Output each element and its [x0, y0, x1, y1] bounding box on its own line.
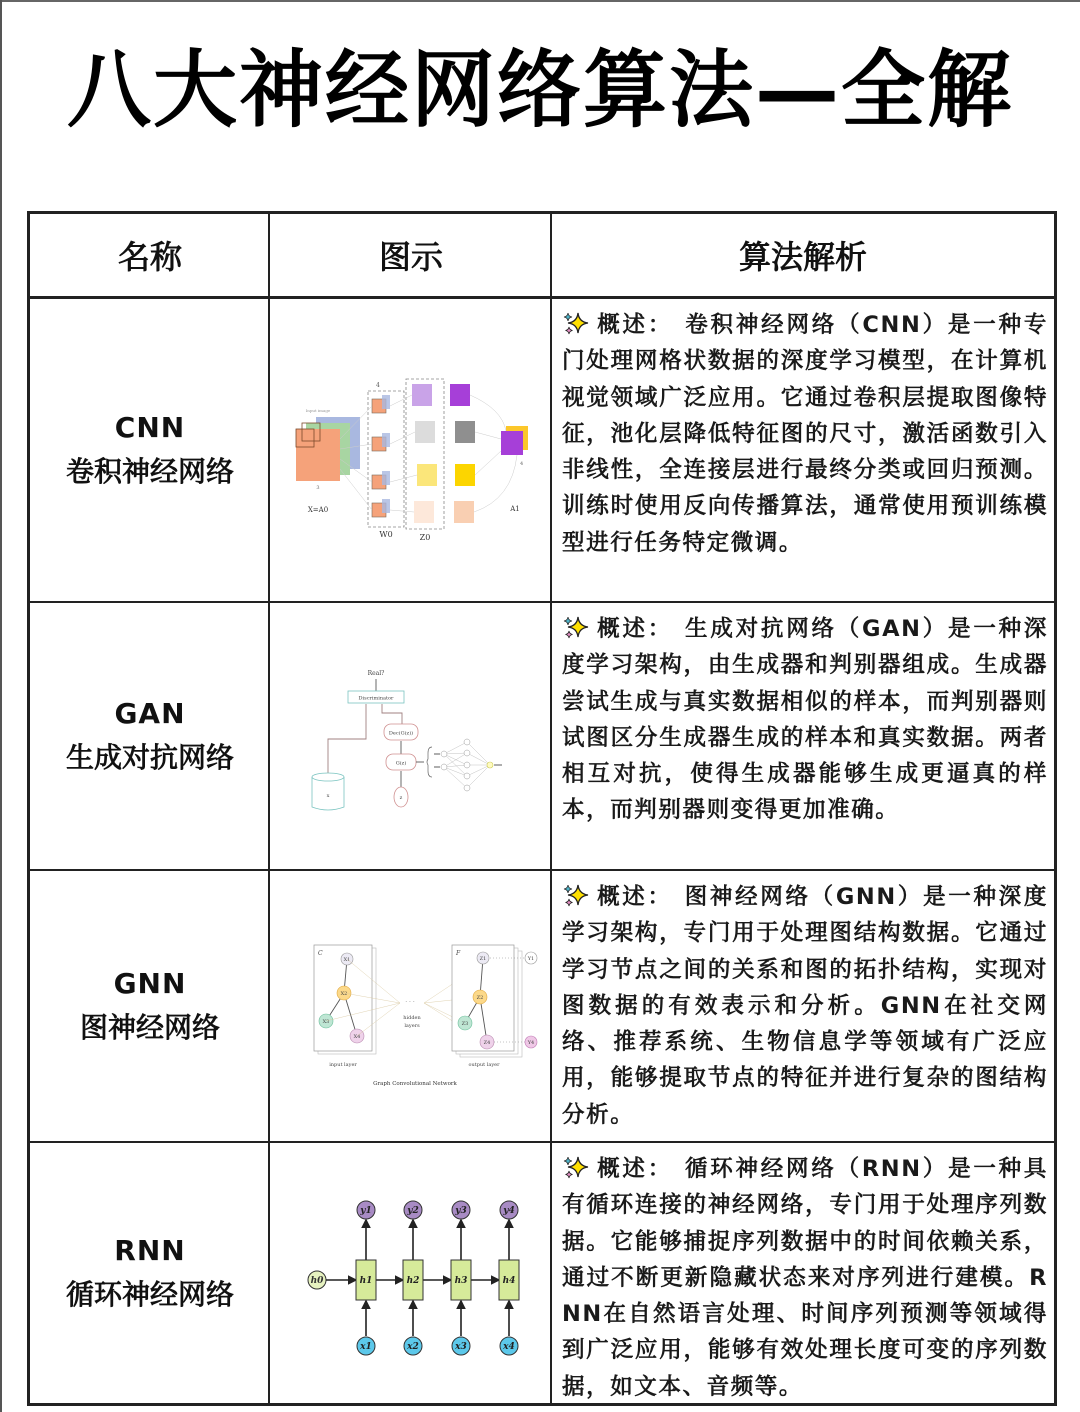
- description-text: 循环神经网络（RNN）是一种具有循环连接的神经网络，专门用于处理序列数据。它能够捕捉序列数据中的时间依赖关系，通过不断更新隐藏状态来对序列进行建模。RNN在自然语言处理、时间序列预测等领域得到广泛应用，能够有效处理长度可变的序列数据，如文本、音频等。: [562, 1156, 1048, 1400]
- svg-text:x2: x2: [407, 1342, 419, 1352]
- algorithm-description: [562, 611, 1048, 829]
- svg-text:input layer: input layer: [329, 1062, 357, 1068]
- svg-text:Dec(G(z)): Dec(G(z)): [388, 730, 414, 737]
- overview-label: 概述：: [596, 1156, 673, 1182]
- algorithm-abbr: RNN: [114, 1234, 186, 1267]
- svg-text:· · ·: · · ·: [405, 999, 415, 1006]
- cnn-diagram-icon: [272, 299, 552, 599]
- page-title: 八大神经网络算法—全解: [66, 41, 1013, 139]
- svg-text:y3: y3: [455, 1206, 467, 1216]
- algorithm-abbr: CNN: [114, 411, 186, 444]
- frame-top-edge: [0, 0, 1080, 2]
- svg-text:X1: X1: [343, 957, 351, 963]
- svg-text:Discriminator: Discriminator: [358, 695, 394, 702]
- algorithm-description: [562, 307, 1048, 561]
- table-row-gnn: [30, 871, 1054, 1143]
- svg-text:X2: X2: [340, 991, 348, 997]
- svg-text:Real?: Real?: [367, 670, 385, 677]
- svg-text:y1: y1: [360, 1206, 372, 1216]
- svg-text:X=A0: X=A0: [307, 506, 329, 514]
- algorithm-description: [562, 879, 1048, 1133]
- name-cell: [30, 871, 270, 1141]
- frame-left-edge: [0, 0, 2, 1412]
- svg-text:x3: x3: [455, 1342, 467, 1352]
- svg-text:x1: x1: [360, 1342, 372, 1352]
- svg-text:A1: A1: [510, 505, 520, 513]
- svg-text:x: x: [326, 793, 330, 799]
- analysis-cell: [554, 871, 1054, 1141]
- analysis-cell: [554, 603, 1054, 869]
- svg-text:Z0: Z0: [419, 533, 431, 542]
- gnn-diagram-icon: [272, 871, 552, 1141]
- svg-text:C: C: [318, 950, 323, 957]
- table-row-gan: [30, 603, 1054, 871]
- svg-text:h0: h0: [310, 1276, 324, 1286]
- svg-text:x4: x4: [503, 1342, 515, 1352]
- figure-cell: [272, 603, 552, 869]
- svg-text:Z2: Z2: [476, 995, 484, 1001]
- svg-text:y2: y2: [407, 1206, 419, 1216]
- svg-text:h2: h2: [406, 1276, 420, 1286]
- svg-text:layers: layers: [404, 1023, 420, 1029]
- svg-text:output layer: output layer: [468, 1062, 500, 1068]
- svg-text:3: 3: [316, 485, 320, 491]
- svg-text:Y4: Y4: [527, 1040, 535, 1046]
- algorithm-abbr: GAN: [114, 697, 186, 730]
- svg-text:hidden: hidden: [403, 1015, 421, 1021]
- analysis-cell: [554, 1143, 1054, 1403]
- description-text: 图神经网络（GNN）是一种深度学习架构，专门用于处理图结构数据。它通过学习节点之间的关系和图的拓扑结构，实现对图数据的有效表示和分析。GNN在社交网络、推荐系统、生物信息学等领域有广泛应用，能够提取节点的特征并进行复杂的图结构分析。: [562, 884, 1048, 1128]
- figure-cell: [272, 299, 552, 601]
- figure-cell: [272, 1143, 552, 1403]
- analysis-cell: [554, 299, 1054, 601]
- algorithm-name: 图神经网络: [79, 1011, 220, 1044]
- svg-text:y4: y4: [503, 1206, 515, 1216]
- algorithm-name: 循环神经网络: [65, 1278, 234, 1311]
- algorithm-table: [27, 211, 1057, 1406]
- svg-text:4: 4: [376, 382, 380, 389]
- header-name: 名称: [117, 238, 182, 276]
- sparkle-icon: [562, 883, 590, 909]
- svg-text:Input image: Input image: [305, 408, 331, 413]
- svg-text:Z1: Z1: [479, 956, 487, 962]
- gan-diagram-icon: [272, 603, 552, 869]
- figure-cell: [272, 871, 552, 1141]
- table-row-rnn: [30, 1143, 1054, 1403]
- overview-label: 概述：: [596, 884, 673, 910]
- sparkle-icon: [562, 1155, 590, 1181]
- description-text: 生成对抗网络（GAN）是一种深度学习架构，由生成器和判别器组成。生成器尝试生成与真实数据相似的样本，而判别器则试图区分生成器生成的样本和真实数据。两者相互对抗，使得生成器能够生成更逼真的样本，而判别器则变得更加准确。: [562, 616, 1048, 824]
- svg-text:Graph Convolutional Network: Graph Convolutional Network: [373, 1081, 457, 1087]
- overview-label: 概述：: [596, 616, 674, 642]
- sparkle-icon: [562, 311, 590, 337]
- algorithm-description: [562, 1151, 1048, 1405]
- name-cell: [30, 1143, 270, 1403]
- sparkle-icon: [562, 615, 590, 641]
- svg-text:h1: h1: [359, 1276, 373, 1286]
- svg-text:h3: h3: [454, 1276, 468, 1286]
- svg-text:Z3: Z3: [461, 1021, 469, 1027]
- algorithm-abbr: GNN: [113, 967, 187, 1000]
- svg-text:z: z: [399, 795, 403, 801]
- svg-text:Y1: Y1: [527, 956, 535, 962]
- header-analysis: 算法解析: [738, 238, 867, 276]
- svg-text:Z4: Z4: [483, 1040, 491, 1046]
- svg-text:X4: X4: [353, 1034, 361, 1040]
- svg-text:4: 4: [520, 461, 524, 467]
- rnn-diagram-icon: [272, 1143, 552, 1403]
- table-header: [30, 214, 1054, 299]
- description-text: 卷积神经网络（CNN）是一种专门处理网格状数据的深度学习模型，在计算机视觉领域广泛应用。它通过卷积层提取图像特征，池化层降低特征图的尺寸，激活函数引入非线性，全连接层进行最终分类或回归预测。训练时使用反向传播算法，通常使用预训练模型进行任务特定微调。: [562, 312, 1048, 556]
- name-cell: [30, 603, 270, 869]
- svg-text:X3: X3: [322, 1019, 330, 1025]
- name-cell: [30, 299, 270, 601]
- algorithm-name: 生成对抗网络: [65, 741, 234, 774]
- header-figure: 图示: [378, 238, 443, 276]
- svg-text:W0: W0: [379, 530, 393, 539]
- algorithm-name: 卷积神经网络: [65, 455, 234, 488]
- svg-text:G(z): G(z): [395, 760, 407, 767]
- svg-text:h4: h4: [502, 1276, 516, 1286]
- svg-text:F: F: [456, 950, 461, 957]
- overview-label: 概述：: [596, 312, 674, 338]
- table-row-cnn: [30, 299, 1054, 603]
